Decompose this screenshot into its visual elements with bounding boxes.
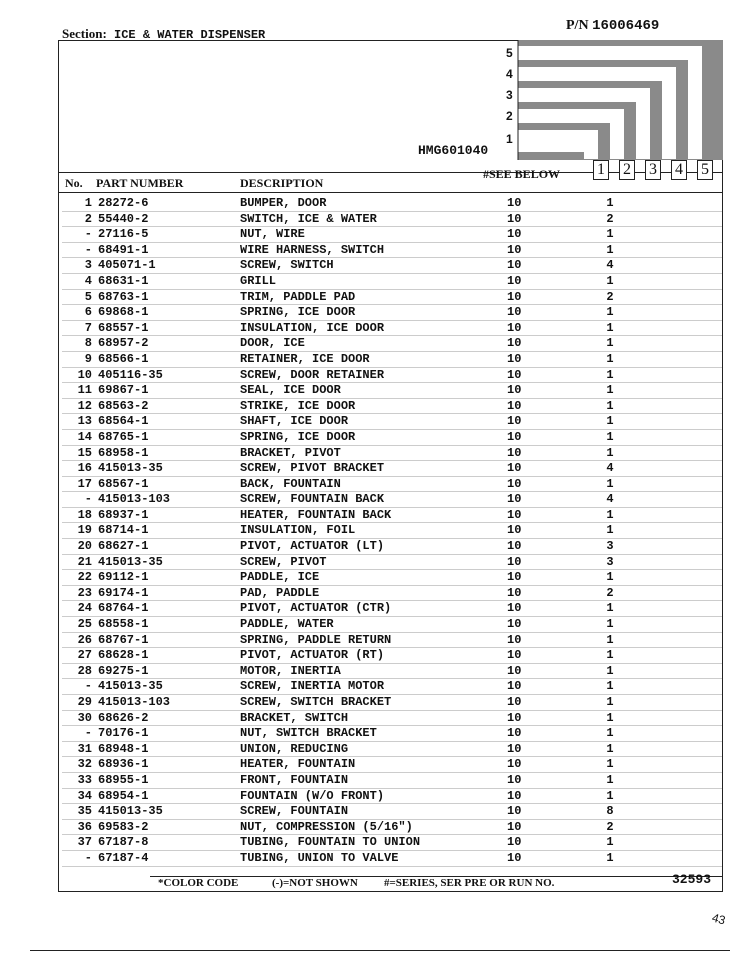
series-number: 10 xyxy=(507,788,522,803)
table-row xyxy=(62,586,722,602)
description: NUT, COMPRESSION (5/16") xyxy=(240,819,413,834)
quantity: 8 xyxy=(606,804,614,819)
description: SCREW, FOUNTAIN BACK xyxy=(240,492,385,507)
part-number: 68564-1 xyxy=(98,414,149,429)
part-number: 67187-4 xyxy=(98,850,149,865)
stair-riser-5 xyxy=(688,46,702,159)
description: SCREW, SWITCH BRACKET xyxy=(240,695,392,709)
stair-step-3 xyxy=(500,88,636,102)
series-number: 10 xyxy=(507,273,522,288)
table-row xyxy=(62,539,722,555)
table-row xyxy=(62,336,722,352)
description: SPRING, ICE DOOR xyxy=(240,429,356,444)
part-number: 415013-35 xyxy=(98,804,163,819)
row-number: - xyxy=(84,850,92,865)
table-row xyxy=(62,601,722,617)
table-row xyxy=(62,773,722,789)
series-number: 10 xyxy=(507,757,522,772)
part-number: 405071-1 xyxy=(98,258,156,273)
quantity: 2 xyxy=(606,819,614,834)
row-number: 19 xyxy=(77,523,92,538)
row-number: - xyxy=(84,679,92,694)
quantity: 1 xyxy=(606,741,614,756)
description: PIVOT, ACTUATOR (CTR) xyxy=(240,601,392,616)
part-number: 68954-1 xyxy=(98,788,149,803)
quantity: 1 xyxy=(606,398,614,413)
description: RETAINER, ICE DOOR xyxy=(240,351,370,366)
quantity: 1 xyxy=(606,710,614,725)
col-number-3: 3 xyxy=(645,160,661,180)
description: INSULATION, FOIL xyxy=(240,523,356,538)
row-number: 23 xyxy=(77,585,92,600)
quantity: 1 xyxy=(606,273,614,288)
description: SPRING, PADDLE RETURN xyxy=(240,632,392,647)
row-number: 14 xyxy=(77,429,92,444)
series-number: 10 xyxy=(507,507,522,522)
part-number: 68767-1 xyxy=(98,632,149,647)
description: TRIM, PADDLE PAD xyxy=(240,289,356,304)
stair-riser-4 xyxy=(662,67,676,159)
part-number: 68714-1 xyxy=(98,523,149,538)
section-label: Section: xyxy=(62,26,107,41)
series-number: 10 xyxy=(507,679,522,694)
pn-value: 16006469 xyxy=(592,18,660,34)
series-number: 10 xyxy=(507,741,522,756)
row-number: 2 xyxy=(84,211,92,226)
page-note: 43 xyxy=(710,910,727,928)
description: WIRE HARNESS, SWITCH xyxy=(240,242,385,257)
table-row xyxy=(62,414,722,430)
section-name: ICE & WATER DISPENSER xyxy=(114,28,266,42)
col-number-2: 2 xyxy=(619,160,635,180)
description: SPRING, ICE DOOR xyxy=(240,305,356,320)
description: SCREW, PIVOT xyxy=(240,554,327,569)
quantity: 1 xyxy=(606,850,614,865)
table-row xyxy=(62,851,722,867)
stair-label-5: 5 xyxy=(506,46,513,60)
description: SHAFT, ICE DOOR xyxy=(240,414,349,429)
part-number: 68491-1 xyxy=(98,242,149,257)
column-no: No. xyxy=(65,176,83,190)
description: BRACKET, PIVOT xyxy=(240,445,341,460)
quantity: 3 xyxy=(606,554,614,569)
series-number: 10 xyxy=(507,492,522,507)
quantity: 4 xyxy=(606,461,614,476)
quantity: 1 xyxy=(606,320,614,335)
col-number-4: 4 xyxy=(671,160,687,180)
description: NUT, SWITCH BRACKET xyxy=(240,726,377,741)
description: PIVOT, ACTUATOR (LT) xyxy=(240,539,385,554)
row-number: 22 xyxy=(77,570,92,585)
row-number: 34 xyxy=(77,788,92,803)
quantity: 1 xyxy=(606,726,614,741)
quantity: 1 xyxy=(606,648,614,663)
quantity: 1 xyxy=(606,336,614,351)
description: SCREW, SWITCH xyxy=(240,258,334,273)
series-number: 10 xyxy=(507,804,522,819)
quantity: 1 xyxy=(606,632,614,647)
description: SCREW, INERTIA MOTOR xyxy=(240,679,385,694)
part-number: 68563-2 xyxy=(98,398,149,413)
row-number: 21 xyxy=(77,554,92,569)
description: HEATER, FOUNTAIN xyxy=(240,757,356,772)
series-number: 10 xyxy=(507,835,522,850)
description: TUBING, FOUNTAIN TO UNION xyxy=(240,835,421,850)
series-number: 10 xyxy=(507,819,522,834)
row-number: 13 xyxy=(77,414,92,429)
table-row xyxy=(62,446,722,462)
doc-number: 32593 xyxy=(672,872,712,887)
table-row xyxy=(62,633,722,649)
stair-riser-3 xyxy=(636,88,650,159)
table-row xyxy=(62,835,722,851)
part-number: 68936-1 xyxy=(98,757,149,772)
part-number: 68764-1 xyxy=(98,601,149,616)
description: BUMPER, DOOR xyxy=(240,196,327,210)
table-row xyxy=(62,352,722,368)
description: SCREW, PIVOT BRACKET xyxy=(240,461,385,476)
description: FOUNTAIN (W/O FRONT) xyxy=(240,788,385,803)
series-number: 10 xyxy=(507,196,522,210)
series-number: 10 xyxy=(507,570,522,585)
part-number: 67187-8 xyxy=(98,835,149,850)
part-number: 69174-1 xyxy=(98,585,149,600)
stair-riser-1 xyxy=(584,130,598,159)
description: MOTOR, INERTIA xyxy=(240,663,341,678)
quantity: 4 xyxy=(606,492,614,507)
quantity: 1 xyxy=(606,414,614,429)
quantity: 1 xyxy=(606,695,614,709)
quantity: 1 xyxy=(606,476,614,491)
series-number: 10 xyxy=(507,601,522,616)
row-number: 29 xyxy=(77,695,92,709)
series-number: 10 xyxy=(507,351,522,366)
row-number: 32 xyxy=(77,757,92,772)
bottom-rule xyxy=(30,950,730,951)
quantity: 4 xyxy=(606,258,614,273)
table-row xyxy=(62,508,722,524)
series-number: 10 xyxy=(507,414,522,429)
description: SCREW, FOUNTAIN xyxy=(240,804,349,819)
series-number: 10 xyxy=(507,726,522,741)
series-number: 10 xyxy=(507,850,522,865)
table-row xyxy=(62,742,722,758)
stair-label-1: 1 xyxy=(506,132,513,146)
series-number: 10 xyxy=(507,710,522,725)
quantity: 1 xyxy=(606,383,614,398)
series-number: 10 xyxy=(507,227,522,242)
row-number: 6 xyxy=(84,305,92,320)
series-number: 10 xyxy=(507,523,522,538)
table-row xyxy=(62,274,722,290)
part-number: 69868-1 xyxy=(98,305,149,320)
part-number: 68627-1 xyxy=(98,539,149,554)
header-rule-bottom xyxy=(58,192,723,193)
part-number: 68558-1 xyxy=(98,617,149,632)
description: FRONT, FOUNTAIN xyxy=(240,772,349,787)
table-row xyxy=(62,617,722,633)
table-row xyxy=(62,212,722,228)
row-number: - xyxy=(84,227,92,242)
series-number: 10 xyxy=(507,289,522,304)
table-row xyxy=(62,383,722,399)
series-number: 10 xyxy=(507,398,522,413)
column-part-number: PART NUMBER xyxy=(96,176,184,190)
description: TUBING, UNION TO VALVE xyxy=(240,850,399,865)
part-number: 415013-35 xyxy=(98,679,163,694)
quantity: 1 xyxy=(606,523,614,538)
quantity: 2 xyxy=(606,585,614,600)
part-number: 68948-1 xyxy=(98,741,149,756)
table-row xyxy=(62,196,722,212)
quantity: 1 xyxy=(606,772,614,787)
row-number: 36 xyxy=(77,819,92,834)
column-description: DESCRIPTION xyxy=(240,176,324,190)
row-number: 28 xyxy=(77,663,92,678)
table-row xyxy=(62,648,722,664)
description: DOOR, ICE xyxy=(240,336,305,351)
footer-color-code: *COLOR CODE xyxy=(158,877,239,889)
quantity: 1 xyxy=(606,445,614,460)
row-number: - xyxy=(84,492,92,507)
series-number: 10 xyxy=(507,617,522,632)
stair-riser-2 xyxy=(610,109,624,159)
description: PIVOT, ACTUATOR (RT) xyxy=(240,648,385,663)
table-row xyxy=(62,570,722,586)
table-row xyxy=(62,290,722,306)
row-number: 20 xyxy=(77,539,92,554)
part-number: 415013-103 xyxy=(98,492,171,507)
row-number: 7 xyxy=(84,320,92,335)
quantity: 1 xyxy=(606,835,614,850)
table-row xyxy=(62,804,722,820)
description: HEATER, FOUNTAIN BACK xyxy=(240,507,392,522)
series-number: 10 xyxy=(507,367,522,382)
table-row xyxy=(62,243,722,259)
table-row xyxy=(62,430,722,446)
series-number: 10 xyxy=(507,445,522,460)
stair-label-3: 3 xyxy=(506,88,513,102)
part-number: 69275-1 xyxy=(98,663,149,678)
row-number: 4 xyxy=(84,273,92,288)
col-number-1: 1 xyxy=(593,160,609,180)
quantity: 1 xyxy=(606,242,614,257)
stair-label-2: 2 xyxy=(506,109,513,123)
part-number: 55440-2 xyxy=(98,211,149,226)
description: PADDLE, ICE xyxy=(240,570,320,585)
table-row xyxy=(62,695,722,711)
part-number: 70176-1 xyxy=(98,726,149,741)
row-number: 27 xyxy=(77,648,92,663)
part-number: 68958-1 xyxy=(98,445,149,460)
row-number: 8 xyxy=(84,336,92,351)
description: PAD, PADDLE xyxy=(240,585,320,600)
series-number: 10 xyxy=(507,695,522,709)
part-number: 415013-103 xyxy=(98,695,171,709)
series-number: 10 xyxy=(507,383,522,398)
table-row xyxy=(62,555,722,571)
part-number: 68957-2 xyxy=(98,336,149,351)
part-number: 68557-1 xyxy=(98,320,149,335)
table-row xyxy=(62,258,722,274)
row-number: 26 xyxy=(77,632,92,647)
quantity: 1 xyxy=(606,570,614,585)
part-number-header xyxy=(566,18,659,34)
series-number: 10 xyxy=(507,258,522,273)
pn-label: P/N xyxy=(566,18,589,33)
row-number: 15 xyxy=(77,445,92,460)
quantity: 1 xyxy=(606,196,614,210)
model-number: HMG601040 xyxy=(418,143,489,158)
quantity: 2 xyxy=(606,289,614,304)
quantity: 3 xyxy=(606,539,614,554)
description: SCREW, DOOR RETAINER xyxy=(240,367,385,382)
table-row xyxy=(62,820,722,836)
table-row xyxy=(62,679,722,695)
table-row xyxy=(62,461,722,477)
quantity: 1 xyxy=(606,757,614,772)
quantity: 1 xyxy=(606,305,614,320)
quantity: 1 xyxy=(606,679,614,694)
description: NUT, WIRE xyxy=(240,227,305,242)
series-number: 10 xyxy=(507,772,522,787)
series-number: 10 xyxy=(507,648,522,663)
series-number: 10 xyxy=(507,663,522,678)
description: GRILL xyxy=(240,273,277,288)
series-number: 10 xyxy=(507,320,522,335)
part-number: 27116-5 xyxy=(98,227,149,242)
description: INSULATION, ICE DOOR xyxy=(240,320,385,335)
quantity: 1 xyxy=(606,367,614,382)
table-row xyxy=(62,523,722,539)
description: SEAL, ICE DOOR xyxy=(240,383,341,398)
row-number: 5 xyxy=(84,289,92,304)
description: UNION, REDUCING xyxy=(240,741,349,756)
stair-step-5 xyxy=(500,46,688,60)
table-row xyxy=(62,399,722,415)
description: SWITCH, ICE & WATER xyxy=(240,211,377,226)
stair-step-2 xyxy=(500,109,610,123)
row-number: 1 xyxy=(84,196,92,210)
series-number: 10 xyxy=(507,476,522,491)
quantity: 2 xyxy=(606,211,614,226)
description: PADDLE, WATER xyxy=(240,617,334,632)
row-number: - xyxy=(84,242,92,257)
series-number: 10 xyxy=(507,211,522,226)
part-number: 68955-1 xyxy=(98,772,149,787)
quantity: 1 xyxy=(606,227,614,242)
series-number: 10 xyxy=(507,632,522,647)
series-number: 10 xyxy=(507,429,522,444)
part-number: 68628-1 xyxy=(98,648,149,663)
row-number: 16 xyxy=(77,461,92,476)
description: BACK, FOUNTAIN xyxy=(240,476,341,491)
row-number: 24 xyxy=(77,601,92,616)
column-see-below: #SEE BELOW xyxy=(483,167,561,181)
row-number: 10 xyxy=(77,367,92,382)
part-number: 68765-1 xyxy=(98,429,149,444)
series-number: 10 xyxy=(507,305,522,320)
table-row xyxy=(62,368,722,384)
row-number: 37 xyxy=(77,835,92,850)
row-number: 25 xyxy=(77,617,92,632)
part-number: 415013-35 xyxy=(98,554,163,569)
series-number: 10 xyxy=(507,554,522,569)
quantity: 1 xyxy=(606,788,614,803)
table-row xyxy=(62,726,722,742)
table-row xyxy=(62,321,722,337)
part-number: 68567-1 xyxy=(98,476,149,491)
quantity: 1 xyxy=(606,663,614,678)
part-number: 405116-35 xyxy=(98,367,163,382)
table-row xyxy=(62,789,722,805)
row-number: 9 xyxy=(84,351,92,366)
part-number: 68631-1 xyxy=(98,273,149,288)
part-number: 415013-35 xyxy=(98,461,163,476)
row-number: 11 xyxy=(77,383,92,398)
part-number: 68566-1 xyxy=(98,351,149,366)
row-number: 30 xyxy=(77,710,92,725)
table-row xyxy=(62,757,722,773)
part-number: 69583-2 xyxy=(98,819,149,834)
stair-step-4 xyxy=(500,67,662,81)
quantity: 1 xyxy=(606,351,614,366)
row-number: 17 xyxy=(77,476,92,491)
parts-table xyxy=(62,196,722,867)
series-number: 10 xyxy=(507,336,522,351)
series-number: 10 xyxy=(507,461,522,476)
row-number: 31 xyxy=(77,741,92,756)
row-number: 35 xyxy=(77,804,92,819)
table-row xyxy=(62,492,722,508)
table-row xyxy=(62,664,722,680)
quantity: 1 xyxy=(606,507,614,522)
table-row xyxy=(62,305,722,321)
series-number: 10 xyxy=(507,585,522,600)
part-number: 69112-1 xyxy=(98,570,149,585)
quantity: 1 xyxy=(606,601,614,616)
footer-not-shown: (-)=NOT SHOWN xyxy=(272,877,358,889)
part-number: 68763-1 xyxy=(98,289,149,304)
description: STRIKE, ICE DOOR xyxy=(240,398,356,413)
part-number: 28272-6 xyxy=(98,196,149,210)
col-number-5: 5 xyxy=(697,160,713,180)
quantity: 1 xyxy=(606,429,614,444)
table-row xyxy=(62,477,722,493)
table-row xyxy=(62,227,722,243)
stair-label-4: 4 xyxy=(506,67,513,81)
footer-series: #=SERIES, SER PRE OR RUN NO. xyxy=(384,877,555,889)
series-number: 10 xyxy=(507,539,522,554)
part-number: 68937-1 xyxy=(98,507,149,522)
part-number: 68626-2 xyxy=(98,710,149,725)
row-number: 12 xyxy=(77,398,92,413)
row-number: 33 xyxy=(77,772,92,787)
table-row xyxy=(62,711,722,727)
row-number: 3 xyxy=(84,258,92,273)
part-number: 69867-1 xyxy=(98,383,149,398)
description: BRACKET, SWITCH xyxy=(240,710,349,725)
row-number: - xyxy=(84,726,92,741)
row-number: 18 xyxy=(77,507,92,522)
series-number: 10 xyxy=(507,242,522,257)
quantity: 1 xyxy=(606,617,614,632)
